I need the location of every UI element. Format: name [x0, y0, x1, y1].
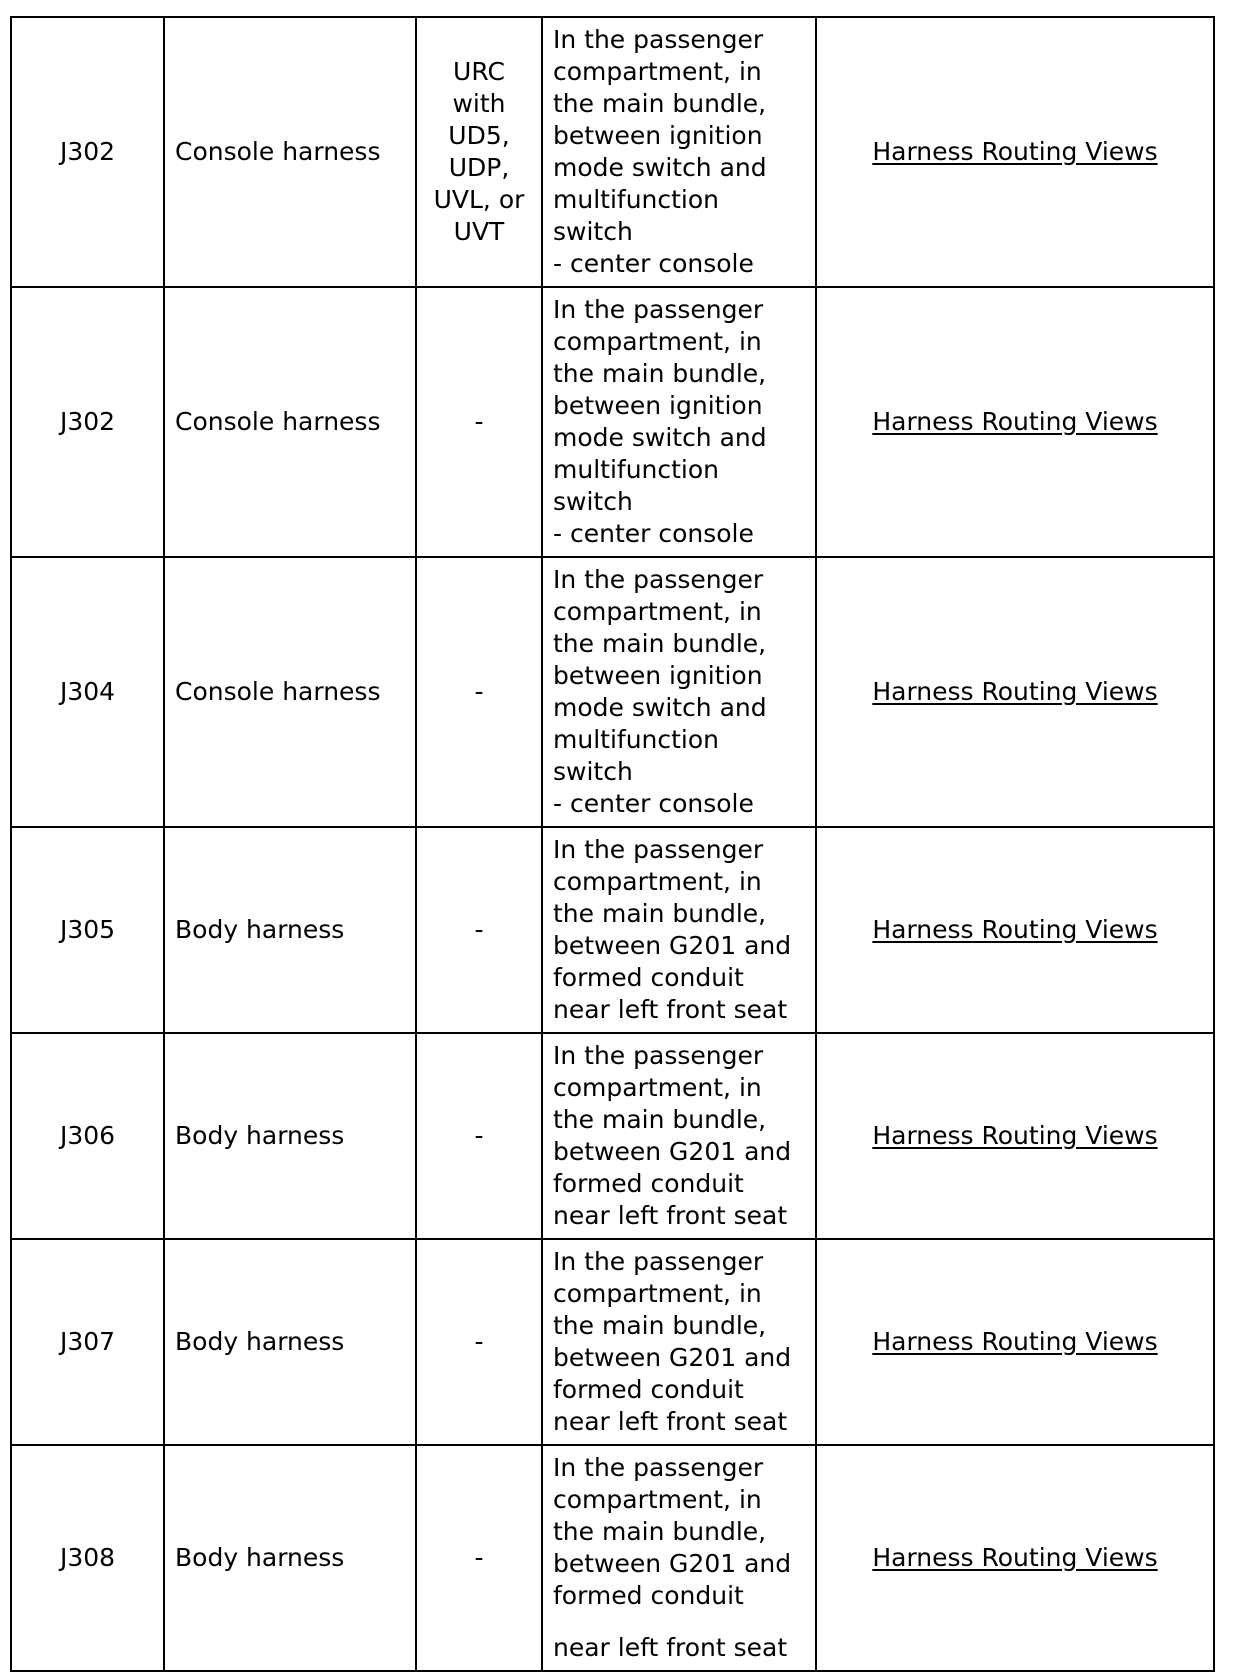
- location-line: formed conduit: [553, 1581, 744, 1610]
- option-cell: -: [416, 1445, 542, 1671]
- location-line: between ignition: [553, 661, 763, 690]
- location-line: compartment, in: [553, 867, 762, 896]
- table-row: [11, 557, 1214, 827]
- connector-id-cell: J305: [11, 827, 164, 1033]
- connector-id-cell: J308: [11, 1445, 164, 1671]
- table-row: [11, 827, 1214, 1033]
- harness-routing-views-link[interactable]: Harness Routing Views: [872, 1543, 1158, 1572]
- location-line: compartment, in: [553, 1073, 762, 1102]
- option-cell: -: [416, 1239, 542, 1445]
- location-line: - center console: [553, 249, 754, 278]
- connector-id-cell: J306: [11, 1033, 164, 1239]
- routing-link-cell: [816, 287, 1214, 557]
- location-cell: [542, 827, 816, 1033]
- harness-cell: Console harness: [164, 557, 416, 827]
- location-cell: [542, 1239, 816, 1445]
- location-line: between G201 and: [553, 1343, 792, 1372]
- location-line: mode switch and: [553, 693, 767, 722]
- harness-cell: Body harness: [164, 1239, 416, 1445]
- location-cell: [542, 557, 816, 827]
- location-cell: [542, 1445, 816, 1671]
- location-cell: [542, 1033, 816, 1239]
- location-line: near left front seat: [553, 995, 788, 1024]
- location-line: near left front seat: [553, 1407, 788, 1436]
- location-line: multifunction switch: [553, 185, 720, 246]
- location-line: the main bundle,: [553, 1311, 767, 1340]
- option-cell: URC with UD5, UDP, UVL, or UVT: [416, 17, 542, 287]
- location-line: the main bundle,: [553, 89, 767, 118]
- location-line: the main bundle,: [553, 359, 767, 388]
- location-line: In the passenger: [553, 565, 764, 594]
- location-line: between G201 and: [553, 1137, 792, 1166]
- location-line: compartment, in: [553, 1279, 762, 1308]
- location-line: mode switch and: [553, 423, 767, 452]
- connector-location-table: [10, 16, 1215, 1672]
- location-line: between ignition: [553, 121, 763, 150]
- harness-cell: Console harness: [164, 287, 416, 557]
- option-cell: -: [416, 287, 542, 557]
- location-line: compartment, in: [553, 597, 762, 626]
- table-row: [11, 1033, 1214, 1239]
- location-line: compartment, in: [553, 57, 762, 86]
- location-line: mode switch and: [553, 153, 767, 182]
- location-line: near left front seat: [553, 1633, 788, 1662]
- harness-routing-views-link[interactable]: Harness Routing Views: [872, 677, 1158, 706]
- harness-cell: Console harness: [164, 17, 416, 287]
- location-line: formed conduit: [553, 1375, 744, 1404]
- location-line: formed conduit: [553, 1169, 744, 1198]
- location-line: In the passenger: [553, 1247, 764, 1276]
- location-line: compartment, in: [553, 1485, 762, 1514]
- harness-cell: Body harness: [164, 1033, 416, 1239]
- location-cell: [542, 287, 816, 557]
- option-cell: -: [416, 1033, 542, 1239]
- harness-cell: Body harness: [164, 827, 416, 1033]
- connector-id-cell: J302: [11, 17, 164, 287]
- routing-link-cell: [816, 1033, 1214, 1239]
- location-line: the main bundle,: [553, 1105, 767, 1134]
- location-line: In the passenger: [553, 1453, 764, 1482]
- harness-routing-views-link[interactable]: Harness Routing Views: [872, 1121, 1158, 1150]
- table-row: [11, 287, 1214, 557]
- location-line: between G201 and: [553, 1549, 792, 1578]
- location-line: compartment, in: [553, 327, 762, 356]
- location-line: In the passenger: [553, 295, 764, 324]
- location-line: formed conduit: [553, 963, 744, 992]
- location-cell: [542, 17, 816, 287]
- location-line: multifunction switch: [553, 725, 720, 786]
- harness-routing-views-link[interactable]: Harness Routing Views: [872, 915, 1158, 944]
- location-line: In the passenger: [553, 1041, 764, 1070]
- location-line: multifunction switch: [553, 455, 720, 516]
- location-line: the main bundle,: [553, 899, 767, 928]
- routing-link-cell: [816, 1445, 1214, 1671]
- location-line: the main bundle,: [553, 1517, 767, 1546]
- option-cell: -: [416, 827, 542, 1033]
- routing-link-cell: [816, 827, 1214, 1033]
- location-line: - center console: [553, 789, 754, 818]
- location-line: the main bundle,: [553, 629, 767, 658]
- connector-id-cell: J302: [11, 287, 164, 557]
- routing-link-cell: [816, 1239, 1214, 1445]
- connector-id-cell: J304: [11, 557, 164, 827]
- table-row: [11, 1445, 1214, 1671]
- table-row: [11, 17, 1214, 287]
- harness-cell: Body harness: [164, 1445, 416, 1671]
- location-line: - center console: [553, 519, 754, 548]
- harness-routing-views-link[interactable]: Harness Routing Views: [872, 407, 1158, 436]
- option-cell: -: [416, 557, 542, 827]
- harness-routing-views-link[interactable]: Harness Routing Views: [872, 1327, 1158, 1356]
- harness-routing-views-link[interactable]: Harness Routing Views: [872, 137, 1158, 166]
- location-line: between ignition: [553, 391, 763, 420]
- table-body: [11, 17, 1214, 1671]
- table-row: [11, 1239, 1214, 1445]
- location-line: In the passenger: [553, 835, 764, 864]
- routing-link-cell: [816, 17, 1214, 287]
- location-line: In the passenger: [553, 25, 764, 54]
- location-line: between G201 and: [553, 931, 792, 960]
- location-line: near left front seat: [553, 1201, 788, 1230]
- connector-id-cell: J307: [11, 1239, 164, 1445]
- routing-link-cell: [816, 557, 1214, 827]
